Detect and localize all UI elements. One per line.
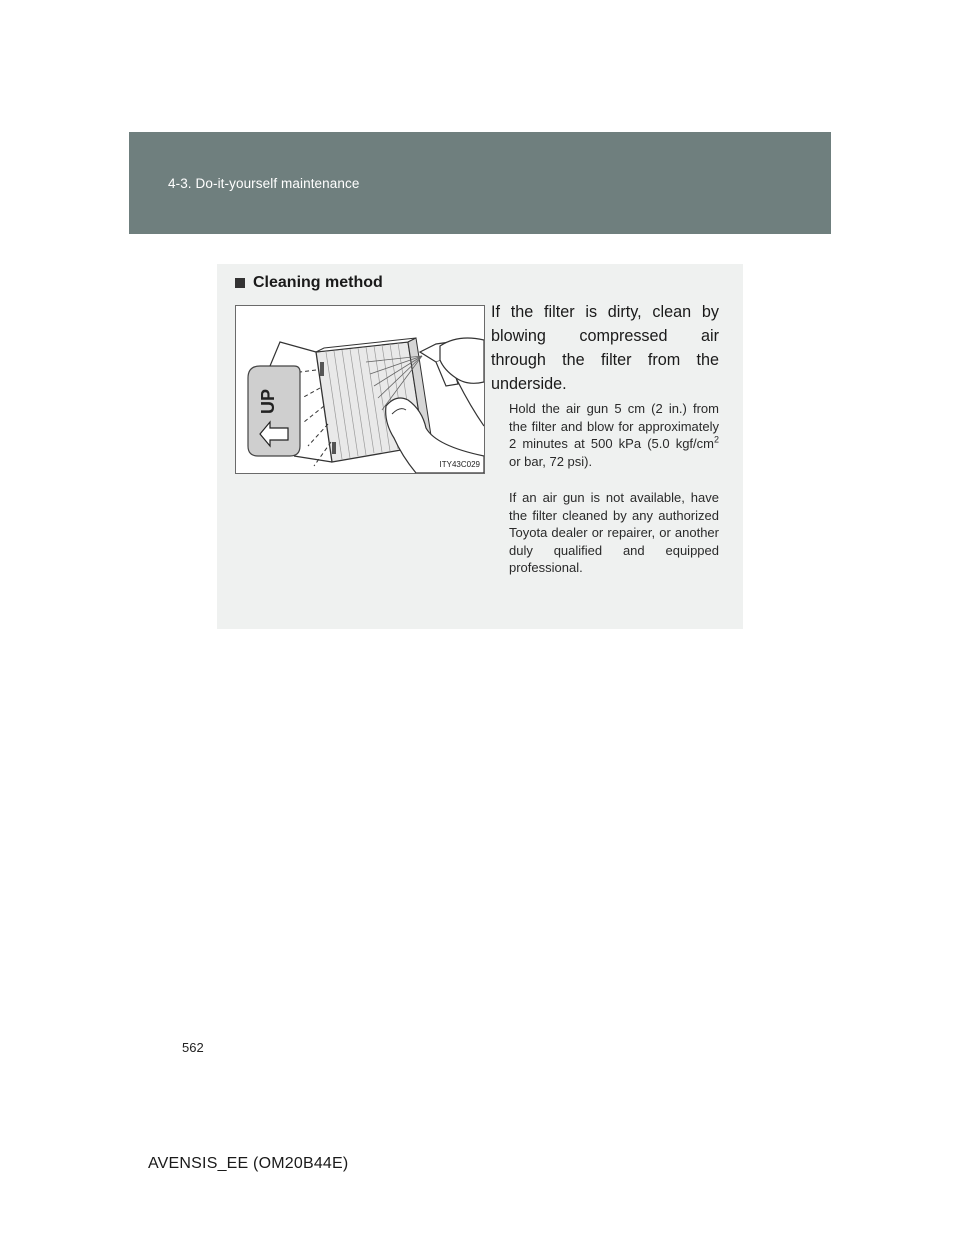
filter-cleaning-drawing (236, 306, 484, 473)
no-air-gun-note: If an air gun is not available, have the filter cleaned by any authorized Toyota dealer or repairer, or another duly qualified and equipped professional. (509, 490, 719, 575)
section-heading-text: Cleaning method (253, 274, 383, 291)
page-number: 562 (182, 1040, 204, 1055)
callout-line-top (270, 342, 316, 366)
air-gun-note-superscript: 2 (713, 434, 719, 445)
content-panel (217, 264, 743, 629)
callout-line-bottom (294, 456, 332, 462)
air-gun-note-text: Hold the air gun 5 cm (2 in.) from the filter and blow for approximately 2 minutes at 500 kPa (5.0 kgf/cm (509, 401, 719, 451)
filter-cleaning-illustration (235, 305, 485, 474)
filter-mark-bottom (332, 442, 336, 454)
air-hose (456, 378, 484, 426)
footer-model-code: AVENSIS_EE (OM20B44E) (148, 1155, 349, 1172)
figure-code: ITY43C029 (439, 460, 480, 469)
square-bullet-icon (235, 278, 245, 288)
filter-mark-top (320, 362, 324, 376)
air-gun-note (509, 400, 719, 470)
up-label-text: UP (258, 388, 278, 414)
section-heading (235, 274, 383, 292)
main-instruction-text: If the filter is dirty, clean by blowing compressed air through the filter from the underside. (491, 303, 719, 393)
air-gun-note-text-end: or bar, 72 psi). (509, 453, 593, 469)
header-band (129, 132, 831, 234)
section-title: 4-3. Do-it-yourself maintenance (168, 176, 360, 191)
